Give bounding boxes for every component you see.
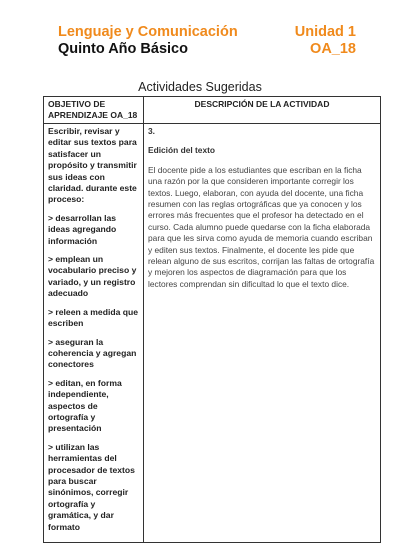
objective-item: > aseguran la coherencia y agregan conectores	[48, 336, 137, 370]
objective-intro: Escribir, revisar y editar sus textos para satisfacer un propósito y transmitir sus ideas con claridad. durante este proceso:	[48, 126, 137, 205]
page-header	[58, 24, 356, 57]
oa-code: OA_18	[310, 41, 356, 57]
section-title: Actividades Sugeridas	[138, 80, 262, 94]
description-column-header: DESCRIPCIÓN DE LA ACTIVIDAD	[144, 97, 381, 124]
activity-body: El docente pide a los estudiantes que escriban en la ficha una razón por la que consideren importante corregir los textos. Luego, elaboran, con ayuda del docente, una ficha resumen con las reglas ortográficas que ya conocen y los errores más frecuentes que el profesor ha detectado en el curso. Cada alumno puede quedarse con la ficha elaborada para que les sirva como ayuda de memoria cuando escriban y editen sus textos. Finalmente, el docente les pide que relean alguno de sus escritos, corrijan las faltas de ortografía y mejoren los aspectos de diagramación para que los lectores comprendan sin dificultad lo que el texto dice.	[148, 164, 375, 289]
objective-column-header: OBJETIVO DE APRENDIZAJE OA_18	[44, 97, 144, 124]
objective-item: > desarrollan las ideas agregando información	[48, 212, 117, 246]
objective-cell	[44, 124, 144, 543]
table-row	[44, 124, 381, 543]
header-row-top	[58, 24, 356, 40]
grade-label: Quinto Año Básico	[58, 41, 188, 57]
objective-item: > releen a medida que escriben	[48, 306, 139, 329]
objective-item: > editan, en forma independiente, aspectos de ortografía y presentación	[48, 377, 122, 434]
header-row-bottom	[58, 40, 356, 57]
objective-item: > utilizan las herramientas del procesador de textos para buscar sinónimos, corregir ortografía y gramática, y dar formato	[48, 441, 135, 532]
description-cell	[144, 124, 381, 543]
activity-number: 3.	[148, 126, 155, 136]
subject-title: Lenguaje y Comunicación	[58, 24, 238, 40]
objective-item: > emplean un vocabulario preciso y variado, y un registro adecuado	[48, 254, 137, 299]
table-header-row	[44, 97, 381, 124]
unit-label: Unidad 1	[294, 24, 356, 40]
activities-table	[43, 96, 381, 543]
activity-title: Edición del texto	[148, 145, 216, 156]
